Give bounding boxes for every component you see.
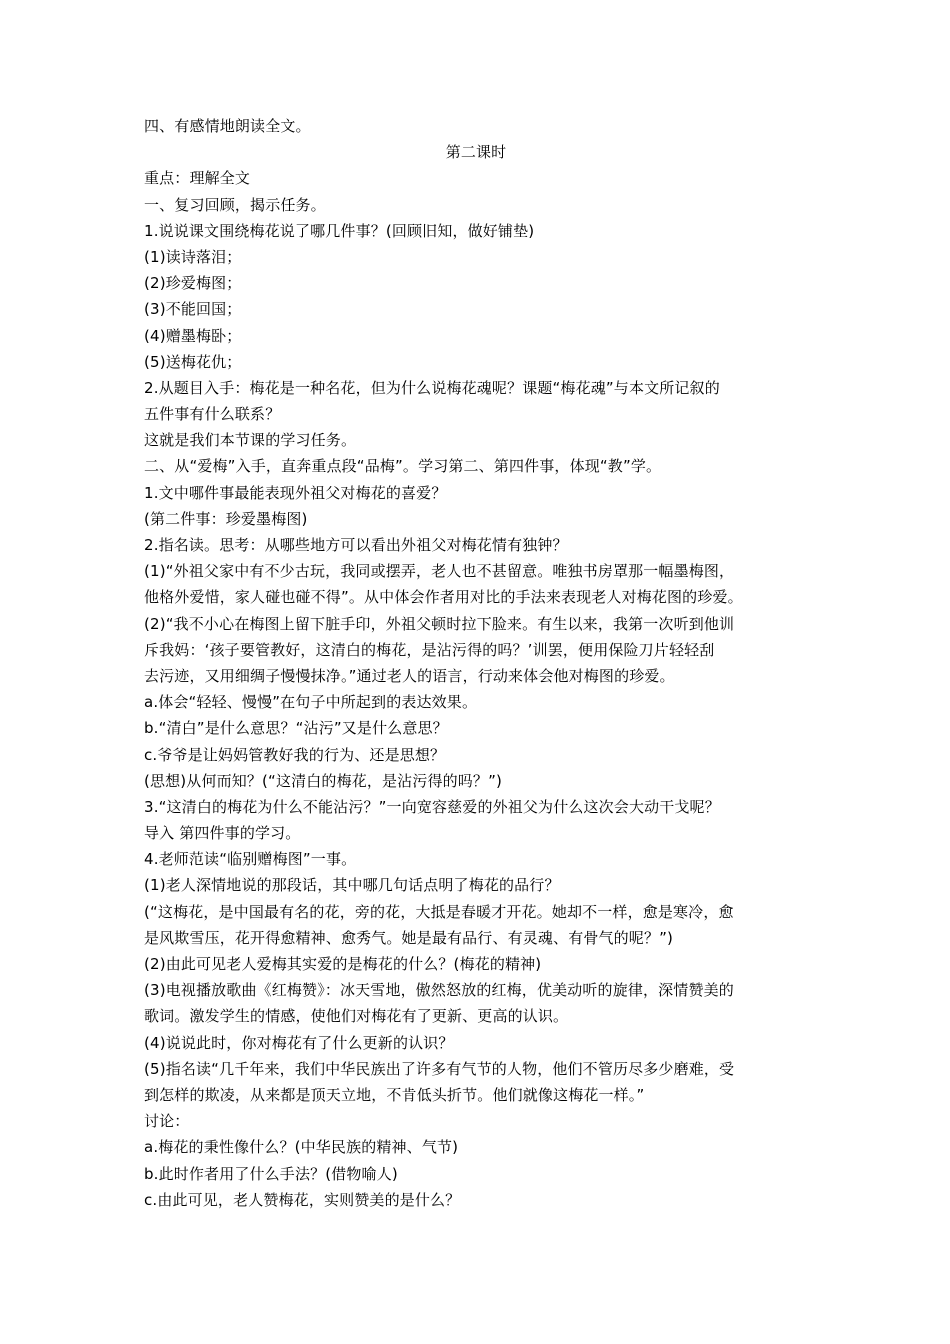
text-line: (4)说说此时，你对梅花有了什么更新的认识？: [144, 1033, 454, 1052]
text-line: (“这梅花，是中国最有名的花，旁的花，大抵是春暖才开花。她却不一样，愈是寒冷，愈: [144, 902, 734, 921]
text-line: 重点：理解全文: [144, 169, 251, 188]
text-line: 2.指名读。思考：从哪些地方可以看出外祖父对梅花情有独钟？: [144, 536, 568, 554]
text-line: 是风欺雪压，花开得愈精神、愈秀气。她是最有品行、有灵魂、有骨气的呢？”): [144, 928, 674, 947]
text-line: 讨论：: [144, 1112, 190, 1131]
text-line: 导入 第四件事的学习。: [144, 824, 301, 843]
text-line: 五件事有什么联系？: [144, 405, 281, 424]
text-line: b.“清白”是什么意思？“沾污”又是什么意思？: [144, 719, 448, 738]
text-line: (3)不能回国；: [144, 300, 242, 319]
text-line: (2)“我不小心在梅图上留下脏手印，外祖父顿时拉下脸来。有生以来，我第一次听到他训: [144, 614, 735, 633]
text-line: 斥我妈：‘孩子要管教好，这清白的梅花，是沾污得的吗？’训罢，便用保险刀片轻轻刮: [144, 640, 715, 659]
section-heading: 第二课时: [445, 143, 507, 162]
text-line: (思想)从何而知？(“这清白的梅花，是沾污得的吗？”): [144, 771, 503, 790]
text-line: (5)指名读“几千年来，我们中华民族出了许多有气节的人物，他们不管历尽多少磨难，受: [144, 1059, 735, 1078]
text-line: 这就是我们本节课的学习任务。: [144, 431, 357, 450]
text-line: 1.文中哪件事最能表现外祖父对梅花的喜爱？: [144, 483, 447, 502]
text-line: (3)电视播放歌曲《红梅赞》：冰天雪地，傲然怒放的红梅，优美动听的旋律，深情赞美的: [144, 981, 734, 1000]
text-line: 2.从题目入手：梅花是一种名花，但为什么说梅花魂呢？课题“梅花魂”与本文所记叙的: [144, 378, 720, 397]
text-line: b.此时作者用了什么手法？(借物喻人): [144, 1164, 398, 1183]
text-line: a.体会“轻轻、慢慢”在句子中所起到的表达效果。: [144, 693, 478, 712]
text-line: (2)珍爱梅图；: [144, 274, 242, 293]
text-line: 他格外爱惜，家人碰也碰不得”。从中体会作者用对比的手法来表现老人对梅花图的珍爱。: [144, 588, 743, 607]
text-line: 1.说说课文围绕梅花说了哪几件事？(回顾旧知，做好铺垫): [144, 221, 535, 240]
text-line: (4)赠墨梅卧；: [144, 326, 242, 345]
text-line: (第二件事：珍爱墨梅图): [144, 509, 308, 528]
text-line: 四、有感情地朗读全文。: [144, 117, 311, 135]
text-line: c.爷爷是让妈妈管教好我的行为、还是思想？: [144, 745, 446, 764]
text-line: 4.老师范读“临别赠梅图”一事。: [144, 850, 357, 869]
text-line: 歌词。激发学生的情感，使他们对梅花有了更新、更高的认识。: [144, 1007, 569, 1026]
text-line: (1)老人深情地说的那段话，其中哪几句话点明了梅花的品行？: [144, 876, 560, 895]
text-line: c.由此可见，老人赞梅花，实则赞美的是什么？: [144, 1190, 461, 1209]
text-line: (1)“外祖父家中有不少古玩，我同或摆弄，老人也不甚留意。唯独书房罩那一幅墨梅图，: [144, 562, 735, 581]
text-line: 到怎样的欺凌，从来都是顶天立地，不肯低头折节。他们就像这梅花一样。”: [144, 1085, 645, 1104]
document-page: [144, 113, 808, 1213]
text-line: 3.“这清白的梅花为什么不能沾污？”一向宽容慈爱的外祖父为什么这次会大动干戈呢？: [144, 797, 720, 816]
text-line: (2)由此可见老人爱梅其实爱的是梅花的什么？(梅花的精神): [144, 955, 542, 973]
text-line: a.梅花的秉性像什么？(中华民族的精神、气节): [144, 1138, 459, 1157]
text-line: 去污迹，又用细绸子慢慢抹净。”通过老人的语言，行动来体会他对梅图的珍爱。: [144, 666, 675, 685]
text-line: 一、复习回顾，揭示任务。: [144, 195, 326, 214]
text-line: (5)送梅花仇；: [144, 352, 242, 371]
text-line: 二、从“爱梅”入手，直奔重点段“品梅”。学习第二、第四件事，体现“教”学。: [144, 457, 662, 476]
text-line: (1)读诗落泪；: [144, 247, 242, 266]
